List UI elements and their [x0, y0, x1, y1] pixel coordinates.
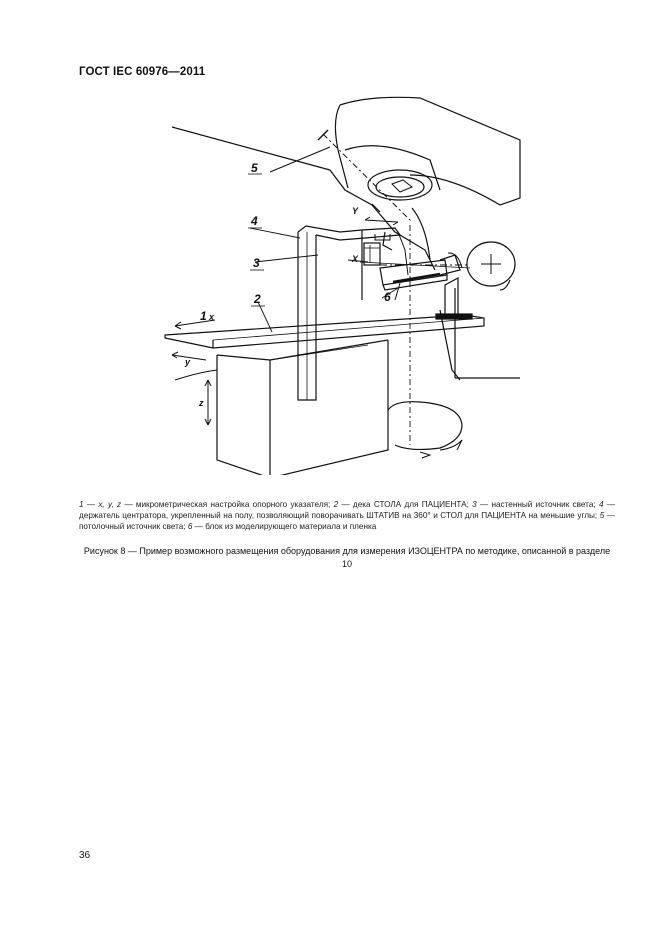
leader-lines — [250, 228, 398, 332]
figure-title: Рисунок 8 — Пример возможного размещения оборудования для измерения ИЗОЦЕНТРА по методике, описанной в разделе 10 — [83, 546, 611, 569]
centering-holder — [298, 226, 408, 400]
label-4: 4 — [251, 214, 258, 228]
figure-legend: 1 — x, y, z — микрометрическая настройка опорного указателя; 2 — дека СТОЛА для ПАЦИЕНТА; 3 — настенный источник света; 4 — держатель центратора, укрепленный на полу, позволяющий поворачивать ШТАТИВ на 360° и СТОЛ для ПАЦИЕНТА на меньшие углы; 5 — потолочный источник света; 6 — блок из моделирующего материала и пленка — [79, 500, 615, 531]
page-number: 36 — [79, 850, 91, 861]
equipment-figure — [150, 95, 530, 475]
rotation-ellipse — [388, 402, 462, 458]
label-axis-X: X — [352, 254, 359, 264]
ceiling-light — [270, 130, 412, 222]
wall-light — [360, 242, 515, 290]
label-axis-x: x — [209, 312, 215, 322]
label-axis-Y: Y — [352, 206, 359, 216]
label-1: 1 — [200, 309, 207, 323]
label-2: 2 — [254, 292, 261, 306]
document-header: ГОСТ IEC 60976—2011 — [79, 66, 206, 78]
label-3: 3 — [253, 256, 260, 270]
label-6: 6 — [384, 290, 391, 304]
label-axis-z: z — [199, 398, 204, 408]
label-axis-y: y — [185, 357, 191, 367]
label-5: 5 — [251, 161, 258, 175]
table-base — [175, 340, 388, 475]
